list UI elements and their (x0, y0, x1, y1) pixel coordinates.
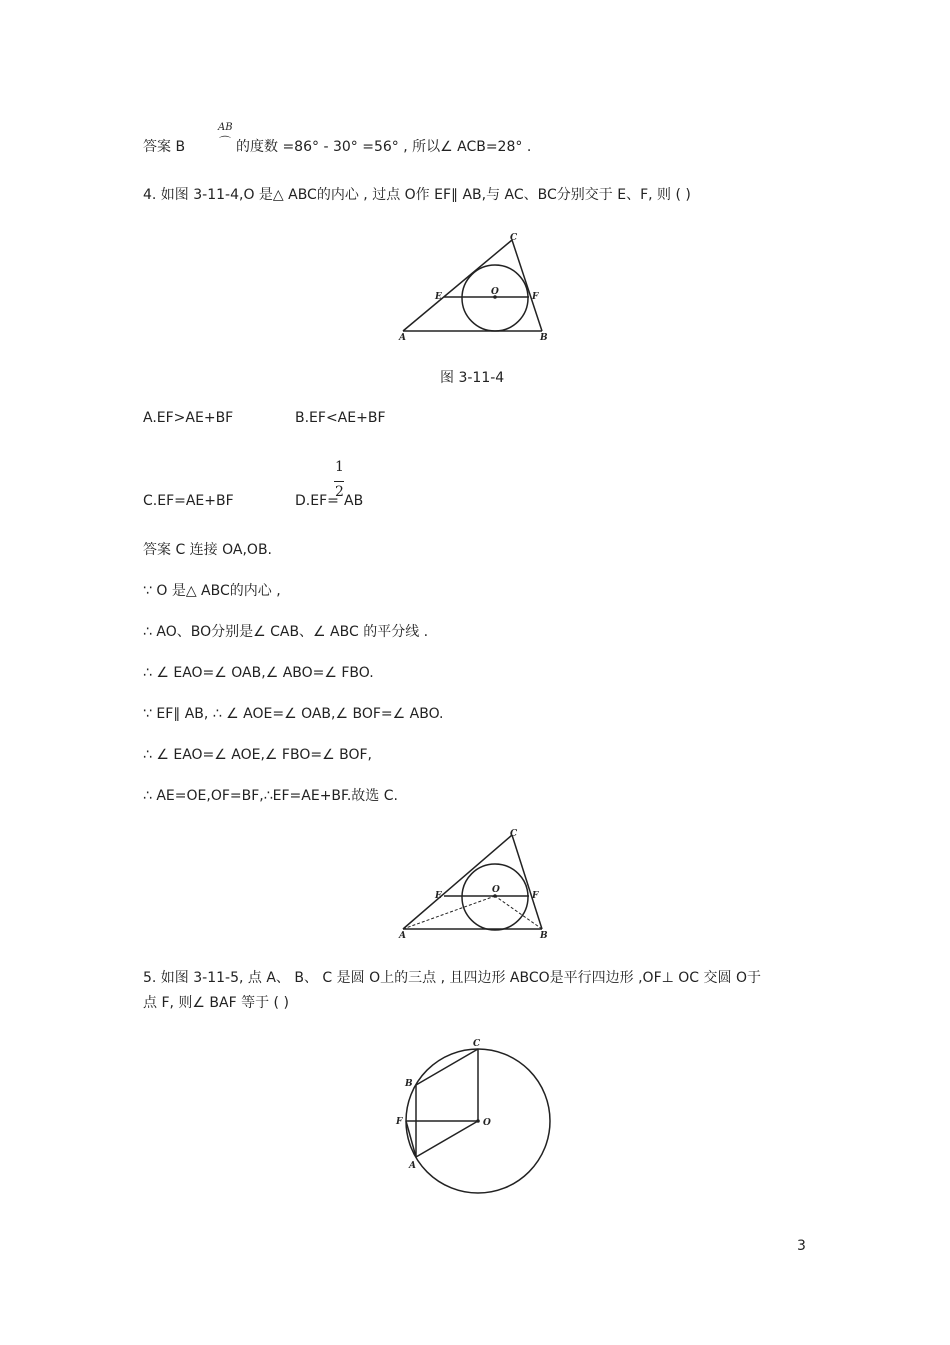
answer-line-4: ∴ ∠ EAO=∠ OAB,∠ ABO=∠ FBO. (143, 665, 374, 681)
question-5-stem-line-2: 点 F, 则∠ BAF 等于 ( ) (143, 995, 289, 1011)
option-a: A.EF>AE+BF (143, 410, 234, 426)
label-b-2: B (540, 931, 548, 941)
fraction-numerator: 1 (335, 459, 344, 475)
label-b: B (540, 333, 548, 343)
fraction-denominator: 2 (335, 484, 344, 500)
label-a: A (399, 333, 406, 343)
figure-caption: 图 3-11-4 (440, 370, 505, 386)
label-e: E (435, 292, 442, 302)
label-a-2: A (399, 931, 406, 941)
label-c: C (510, 233, 518, 243)
answer-line-3: ∴ AO、BO分别是∠ CAB、∠ ABC 的平分线 . (143, 624, 429, 640)
answer-line-5: ∵ EF∥ AB, ∴ ∠ AOE=∠ OAB,∠ BOF=∠ ABO. (143, 706, 444, 722)
label-o: O (491, 287, 499, 297)
label-f: F (532, 292, 539, 302)
question-5-stem-line-1: 5. 如图 3-11-5, 点 A、 B、 C 是圆 O上的三点 , 且四边形 ABCO是平行四边形 ,OF⊥ OC 交圆 O于 (143, 970, 761, 986)
label-b-3: B (405, 1079, 413, 1089)
option-b: B.EF<AE+BF (295, 410, 386, 426)
page-number: 3 (797, 1238, 806, 1254)
figure-3-11-4 (390, 228, 560, 346)
label-o-2: O (492, 885, 500, 895)
figure-solution (390, 823, 560, 943)
label-a-3: A (409, 1161, 416, 1171)
label-f-3: F (396, 1117, 403, 1127)
arc-mark: ⌒ (219, 135, 232, 149)
answer-line-1: 答案 C 连接 OA,OB. (143, 542, 273, 558)
label-c-2: C (510, 829, 518, 839)
option-c: C.EF=AE+BF (143, 493, 234, 509)
label-o-3: O (483, 1118, 491, 1128)
option-d-prefix: D.EF= (295, 493, 339, 509)
answer-3-prefix: 答案 B (143, 139, 186, 155)
label-f-2: F (532, 891, 539, 901)
arc-label: AB (218, 122, 233, 133)
fraction-bar (334, 481, 344, 482)
answer-line-2: ∵ O 是△ ABC的内心 , (143, 583, 281, 599)
label-c-3: C (473, 1039, 481, 1049)
answer-line-6: ∴ ∠ EAO=∠ AOE,∠ FBO=∠ BOF, (143, 747, 372, 763)
label-e-2: E (435, 891, 442, 901)
answer-line-7: ∴ AE=OE,OF=BF,∴EF=AE+BF.故选 C. (143, 788, 398, 804)
option-d-suffix: AB (344, 493, 364, 509)
question-4-stem: 4. 如图 3-11-4,O 是△ ABC的内心 , 过点 O作 EF∥ AB,与 AC、BC分别交于 E、F, 则 ( ) (143, 187, 691, 203)
answer-3-body: 的度数 =86° - 30° =56° , 所以∠ ACB=28° . (236, 139, 532, 155)
figure-3-11-5 (392, 1035, 558, 1197)
